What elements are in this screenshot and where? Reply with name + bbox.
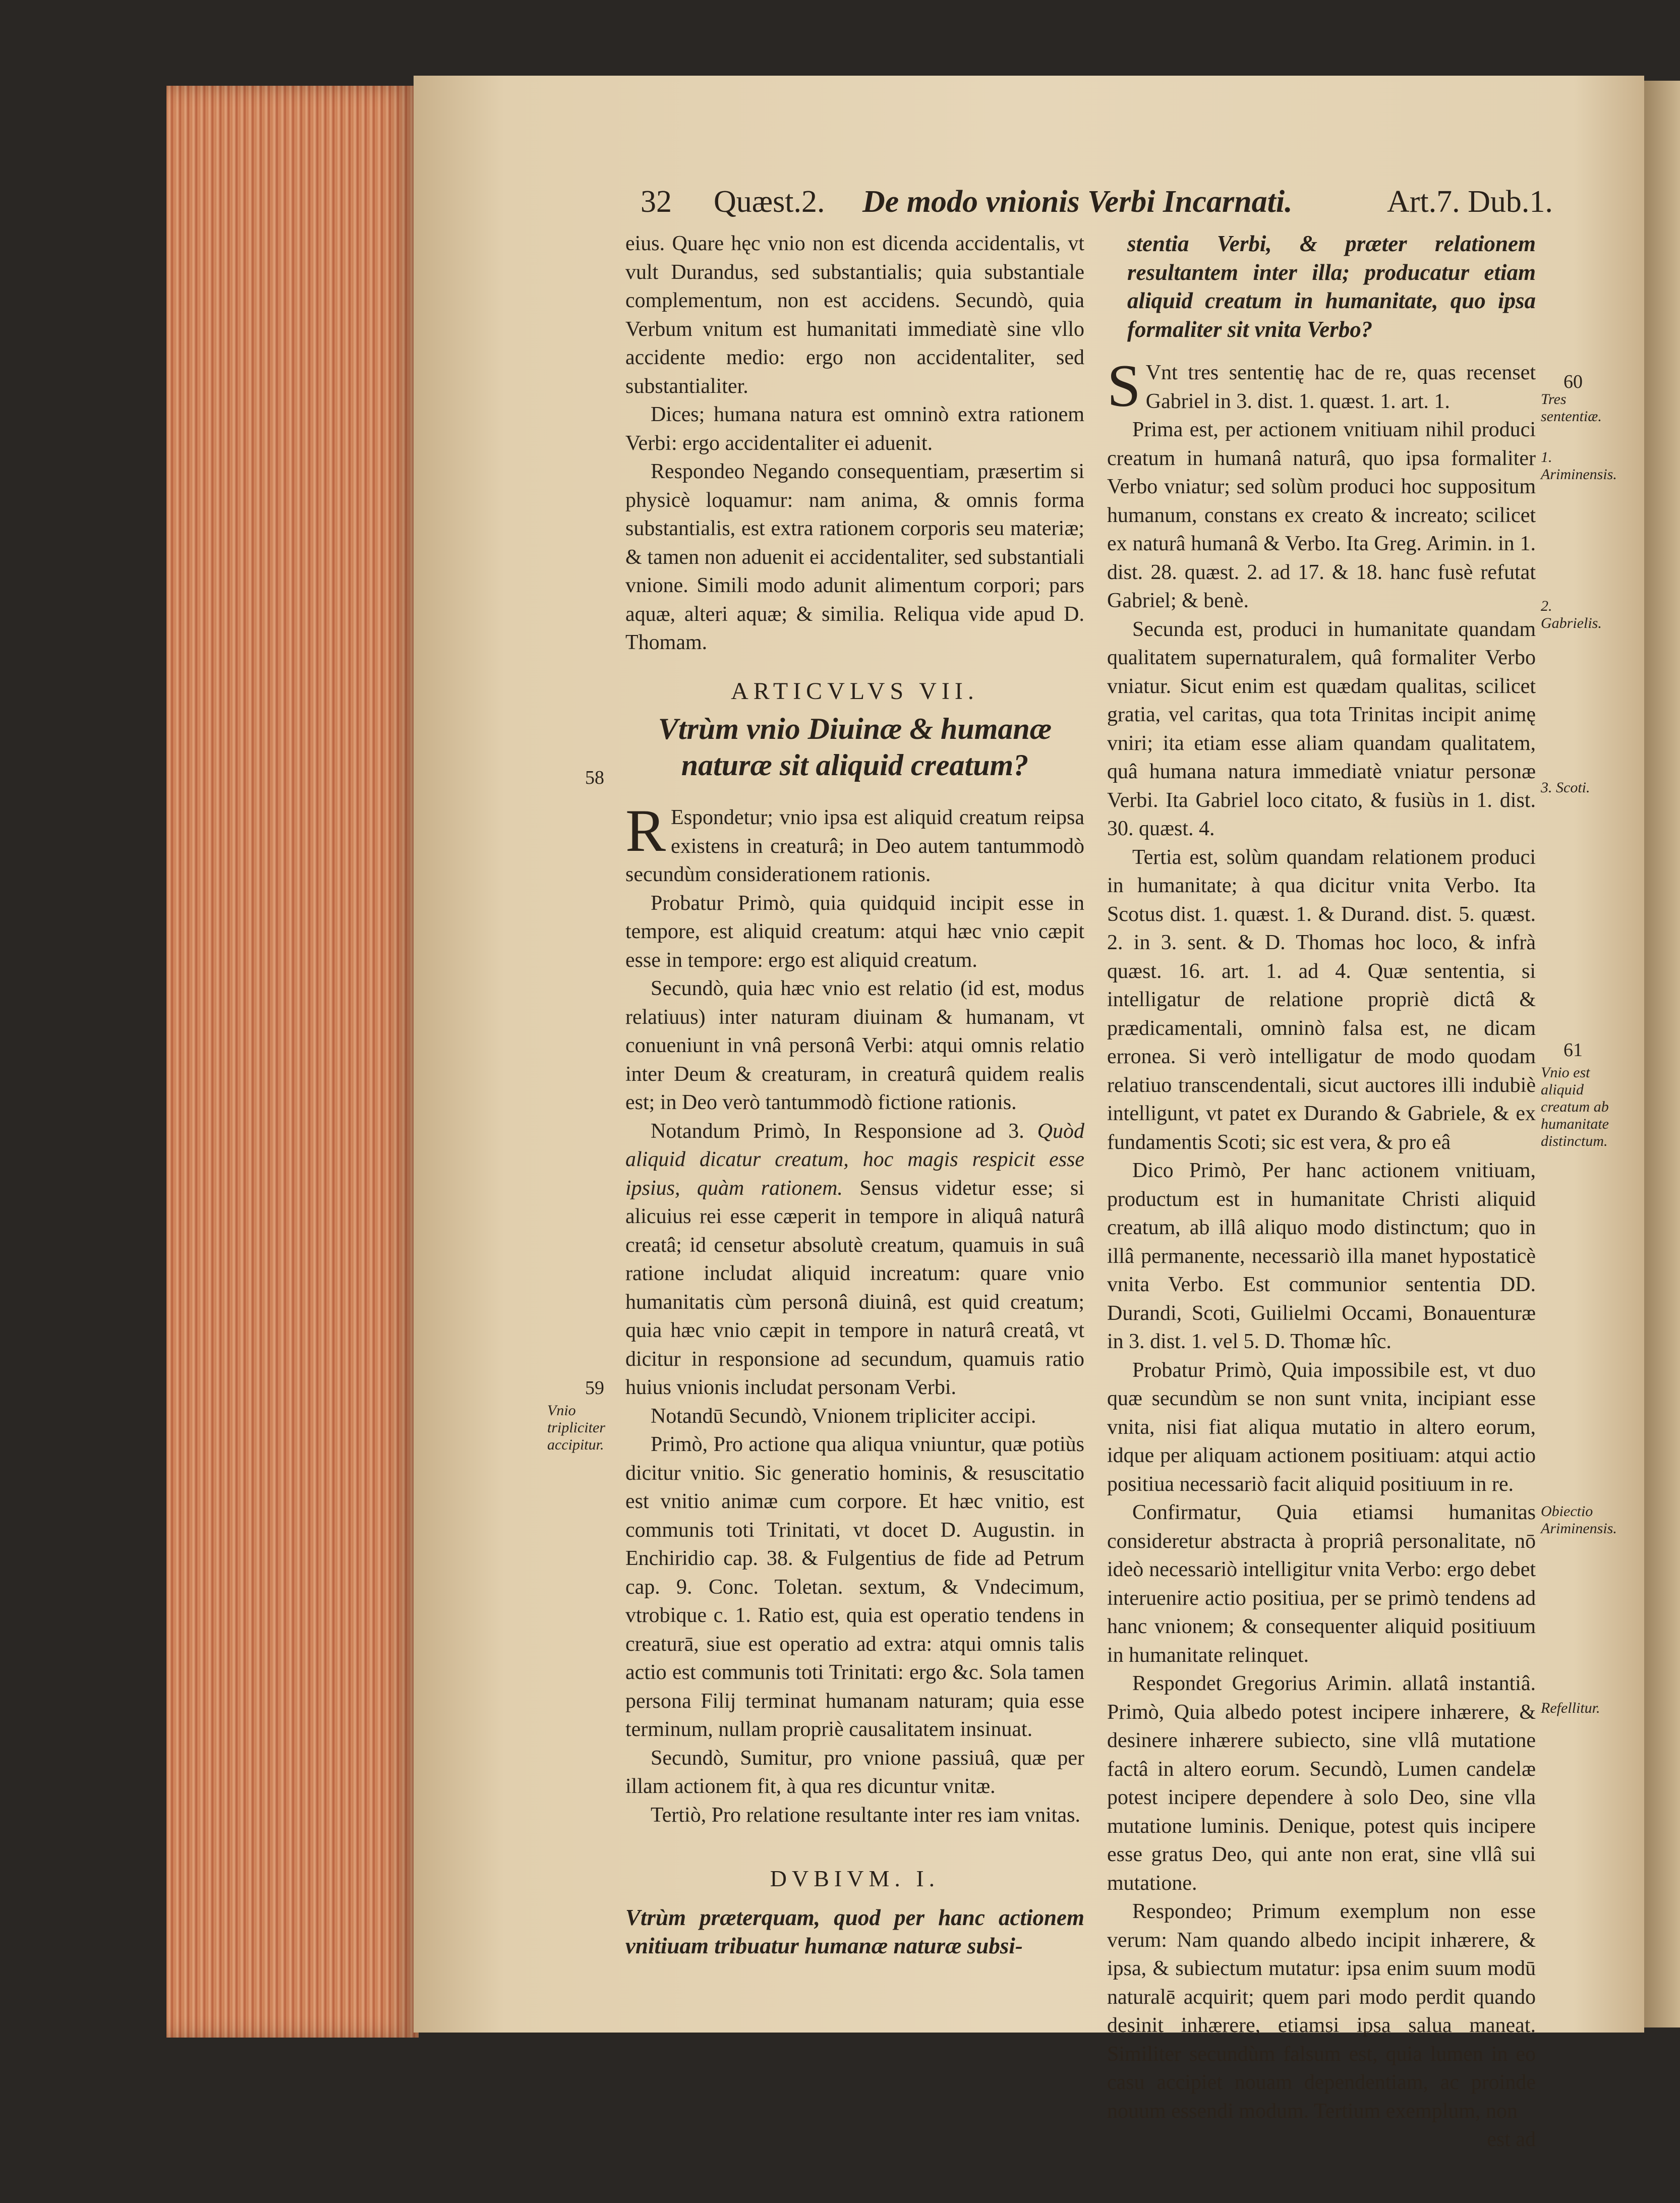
- paragraph: Notandū Secundò, Vnionem tripliciter accipi.: [651, 1404, 1036, 1428]
- paragraph: [1107, 352, 1536, 419]
- paragraph: Primò, Pro actione qua aliqua vniuntur, quæ potiùs dicitur vnitio. Sic generatio hominis, & resuscitatio est vnitio animæ cum corpore. Et hæc vnitio, est communis toti Trinitati, vt docet D. Augustin. in Enchiridio cap. 38. & Fulgentius de fide ad Petrum cap. 9. Conc. Toletan. sextum, & Vndecimum, vtrobique c. 1. Ratio est, quia est operatio tendens in creaturā, siue est operatio ad extra: atqui omnis talis actio est communis toti Trinitati: ergo &c. Sola tamen persona Filij terminat humanam naturam; quia esse terminum, nullam propriè causalitatem insinuat.: [625, 1433, 1084, 1741]
- paragraph: Secundò, Sumitur, pro vnione passiuâ, quæ per illam actionem fit, à qua res dicuntur vnitæ.: [625, 1746, 1084, 1798]
- marginal-note: 3. Scoti.: [1541, 779, 1590, 796]
- marginal-number: 58: [585, 767, 604, 788]
- marginal-number: 60: [1563, 371, 1583, 392]
- marginal-note: 2. Gabrielis.: [1541, 598, 1602, 631]
- paragraph: Tertiò, Pro relatione resultante inter res iam vnitas.: [651, 1803, 1080, 1827]
- paragraph: eius. Quare hęc vnio non est dicenda accidentalis, vt vult Durandus, sed substantialis; quia substantiale complementum, non est accidens. Secundò, quia Verbum vnitum est humanitati immediatè sine vllo accidente medio: ergo non accidentaliter, sed substantialiter.: [625, 232, 1084, 398]
- right-column: [1107, 229, 1536, 2154]
- paragraph: Probatur Primò, quia quidquid incipit esse in tempore, est aliquid creatum: atqui hæc vnio cæpit esse in tempore: ergo est aliquid creatum.: [625, 891, 1084, 972]
- page-number: 32: [641, 185, 672, 219]
- paragraph: Tertia est, solùm quandam relationem produci in humanitate; à qua dicitur vnita Verbo. Ita Scotus dist. 1. quæst. 1. & Durand. dist. 5. quæst. 2. in 3. sent. & D. Thomas hoc loco, & infrà quæst. 16. art. 1. ad 4. Quæ sententia, si intelligatur de relatione propriè dictâ & prædicamentali, omninò falsa est, ne dicam erronea. Si verò intelligatur de modo quodam relatiuo transcendentali, sicut auctores illi indubiè intelligunt, vt patet ex Durando & Gabriele, & ex fundamentis Scoti; sic est vera, & pro eâ: [1107, 845, 1536, 1154]
- paragraph: Secunda est, produci in humanitate quandam qualitatem supernaturalem, quâ formaliter Verbo vniatur. Sicut enim est quædam qualitas, scilicet gratia, vel caritas, qua tota Trinitas incipit animę vniri; ita etiam esse aliam quandam qualitatem, quâ humana natura immediatè vniatur personæ Verbi. Ita Gabriel loco citato, & fusiùs in 1. dist. 30. quæst. 4.: [1107, 617, 1536, 840]
- marginal-number: 59: [585, 1377, 604, 1399]
- paragraph: Dices; humana natura est omninò extra rationem Verbi: ergo accidentaliter ei aduenit.: [625, 403, 1084, 455]
- article-heading: ARTICVLVS VII.: [731, 677, 979, 705]
- paragraph: Respondet Gregorius Arimin. allatâ instantiâ. Primò, Quia albedo potest incipere inhærere, & desinere inhærere subiecto, sine vllâ mutatione factâ in altero eorum. Secundò, Lumen candelæ potest incipere dependere à solo Deo, sine vlla mutatione luminis. Denique, potest quis incipere esse gratus Deo, qui ante non erat, sine vllâ sui mutatione.: [1107, 1672, 1536, 1895]
- header-quaestio: Quæst.2.: [714, 185, 825, 219]
- header-article: Art.7. Dub.1.: [1387, 185, 1553, 219]
- paragraph: Prima est, per actionem vnitiuam nihil produci creatum in humanâ naturâ, quo ipsa formaliter Verbo vniatur; sed solùm produci hoc suppositum humanum, constans ex creato & increato; scilicet ex naturâ humanâ & Verbo. Ita Greg. Arimin. in 1. dist. 28. quæst. 2. ad 17. & 18. hanc fusè refutat Gabriel; & benè.: [1107, 418, 1536, 612]
- paragraph: [625, 797, 1084, 889]
- article-question: Vtrùm vnio Diuinæ & humanæ naturæ sit aliquid creatum?: [658, 712, 1052, 782]
- dubium-question: Vtrùm præterquam, quod per hanc actionem vnitiuam tribuatur humanæ naturæ subsi-: [625, 1904, 1084, 1958]
- paragraph-text: Vnt tres sententię hac de re, quas recenset Gabriel in 3. dist. 1. quæst. 1. art. 1.: [1145, 361, 1536, 413]
- dubium-heading: DVBIVM. I.: [770, 1866, 940, 1891]
- drop-cap: R: [625, 797, 666, 864]
- marginal-note: Vnio tripliciter accipitur.: [547, 1402, 605, 1453]
- paragraph-text: Espondetur; vnio ipsa est aliquid creatum reipsa existens in creaturâ; in Deo autem tantummodò secundùm considerationem rationis.: [625, 806, 1084, 886]
- marginal-note: Vnio est aliquid creatum ab humanitate distinctum.: [1541, 1064, 1609, 1149]
- running-header: [641, 184, 1553, 229]
- header-title: De modo vnionis Verbi Incarnati.: [862, 185, 1293, 219]
- facing-page-edge: [1644, 81, 1680, 2027]
- marginal-note: Tres sententiæ.: [1541, 391, 1602, 425]
- paragraph: Respondeo Negando consequentiam, præsertim si physicè loquamur: nam anima, & omnis forma substantialis, est extra rationem corporis seu materiæ; & tamen non aduenit ei accidentaliter, sed substantiali vnione. Simili modo adunit alimentum corpori; pars aquæ, alteri aquæ; & similia. Reliqua vide apud D. Thomam.: [625, 460, 1084, 654]
- paragraph: Dico Primò, Per hanc actionem vnitiuam, productum est in humanitate Christi aliquid creatum, ab illâ aliquo modo distinctum; quo in illâ permanente, necessariò illa manet hypostaticè vnita Verbo. Est communior sententia DD. Durandi, Scoti, Guilielmi Occami, Bonauenturæ in 3. dist. 1. vel 5. D. Thomæ hîc.: [1107, 1159, 1536, 1353]
- paragraph-text: Sensus videtur esse; si alicuius rei esse cæperit in tempore in aliquâ naturâ creatâ; id censetur absolutè creatum, quamuis in suâ ratione includat aliquid increatum: quare vnio humanitatis cùm personâ diuinâ, est quid creatum; quia hæc vnio cæpit in tempore in naturâ creatâ, vt dicitur in responsione ad secundum, quamuis ratio huius vnionis includat personam Verbi.: [625, 1176, 1085, 1399]
- quotation: Quòd aliquid dicatur creatum, hoc magis respicit esse ipsius, quàm rationem.: [625, 1119, 1085, 1200]
- marginal-note: 1. Ariminensis.: [1541, 449, 1617, 483]
- drop-cap: S: [1107, 352, 1141, 419]
- dubium-question-continued: stentia Verbi, & præter relationem resultantem inter illa; producatur etiam aliquid creatum in humanitate, quo ipsa formaliter sit vnita Verbo?: [1127, 231, 1536, 342]
- marginal-note: Obiectio Ariminensis.: [1541, 1503, 1617, 1537]
- paragraph: Respondeo; Primum exemplum non esse verum: Nam quando albedo incipit inhærere, & ipsa, & subiectum mutatur: ipsa enim suum modū naturalē acquirit; quem pari modo perdit quando desinit inhærere, etiamsi ipsa salua maneat. Similiter secundùm falsum est, quia lumen in eo casu accipiet nouam dependentiam, ac proinde nouum essendi modum. Tertium exemplum, non: [1107, 1900, 1536, 2123]
- paragraph: [625, 1117, 1084, 1402]
- left-column: [625, 229, 1084, 1960]
- notandum-label: Notandum Primò, In Responsione ad 3.: [651, 1119, 1024, 1143]
- marginal-number: 61: [1563, 1039, 1583, 1061]
- page-edge: [166, 86, 419, 2038]
- paragraph: Confirmatur, Quia etiamsi humanitas consideretur abstracta à propriâ personalitate, nō ideò necessariò intelligitur vnita Verbo: ergo debet interuenire actio positiua, per se primò tendens ad hanc vnionem; & consequenter aliquid positiuum in humanitate relinquet.: [1107, 1501, 1536, 1667]
- paragraph: Probatur Primò, Quia impossibile est, vt duo quæ secundùm se non sunt vnita, incipiant esse vnita, nisi fiat aliqua mutatio in altero eorum, idque per aliquam actionem positiuam: atqui actio positiua necessariò facit aliquid positiuum in re.: [1107, 1358, 1536, 1496]
- paragraph: Secundò, quia hæc vnio est relatio (id est, modus relatiuus) inter naturam diuinam & humanam, vt conueniunt in vnâ personâ Verbi: atqui omnis relatio inter Deum & creaturam, in creaturâ quidem realis est; in Deo verò tantummodò fictione rationis.: [625, 977, 1084, 1114]
- marginal-note: Refellitur.: [1541, 1700, 1600, 1716]
- catchword: est ad: [1487, 2128, 1536, 2151]
